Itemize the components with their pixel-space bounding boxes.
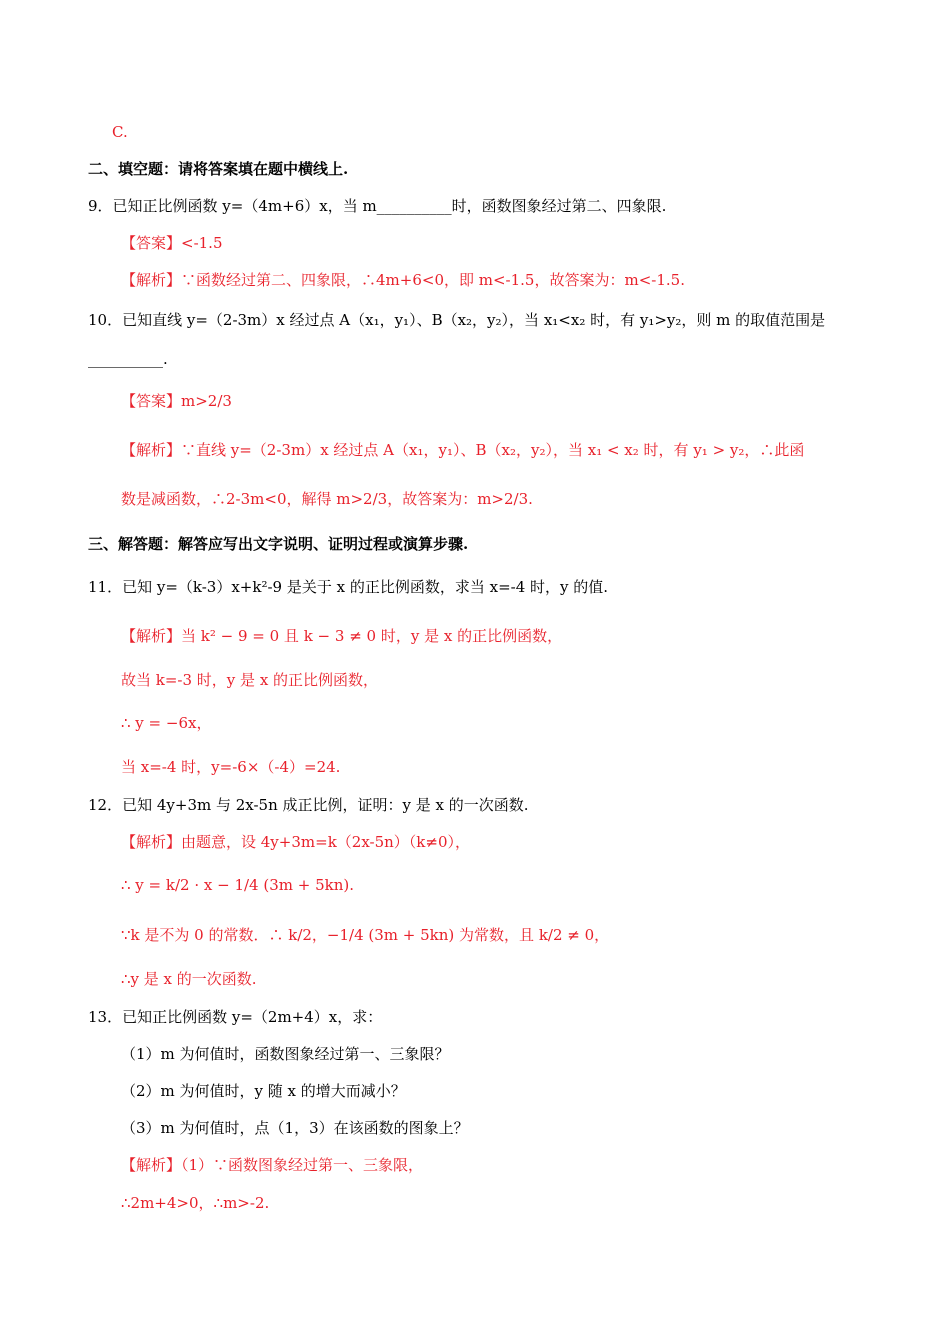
analysis-12-line2: ∴ y = k/2 · x − 1/4 (3m + 5kn).: [121, 876, 354, 894]
analysis-10-line2: 数是减函数，∴2-3m<0，解得 m>2/3，故答案为：m>2/3.: [121, 490, 533, 508]
question-13: 13．已知正比例函数 y=（2m+4）x，求：: [88, 1008, 383, 1026]
question-13-part2: （2）m 为何值时，y 随 x 的增大而减小？: [121, 1082, 406, 1100]
question-9: 9．已知正比例函数 y=（4m+6）x，当 m__________时，函数图象经过第二、四象限.: [88, 197, 667, 215]
analysis-12-line1: 【解析】由题意，设 4y+3m=k（2x-5n）（k≠0），: [121, 833, 470, 851]
analysis-11-line1: 【解析】当 k² − 9 = 0 且 k − 3 ≠ 0 时，y 是 x 的正比例函数，: [121, 627, 563, 645]
analysis-10-line1: 【解析】∵直线 y=（2-3m）x 经过点 A（x₁，y₁）、B（x₂，y₂），当 x₁ < x₂ 时，有 y₁ > y₂，∴此函: [121, 441, 805, 459]
question-13-part3: （3）m 为何值时，点（1，3）在该函数的图象上？: [121, 1119, 469, 1137]
line-c: C.: [112, 123, 128, 141]
section-heading-fill-in: 二、填空题：请将答案填在题中横线上.: [88, 160, 349, 178]
analysis-13-line1: 【解析】（1）∵函数图象经过第一、三象限，: [121, 1156, 424, 1174]
question-10-blank: __________.: [88, 350, 168, 368]
analysis-13-line2: ∴2m+4>0，∴m>-2.: [121, 1194, 270, 1212]
analysis-11-line4: 当 x=-4 时，y=-6×（-4）=24.: [121, 758, 341, 776]
analysis-12-line3: ∵k 是不为 0 的常数．∴ k/2，−1/4 (3m + 5kn) 为常数，且 k/2 ≠ 0，: [121, 926, 610, 944]
analysis-12-line4: ∴y 是 x 的一次函数.: [121, 970, 257, 988]
section-heading-solve: 三、解答题：解答应写出文字说明、证明过程或演算步骤.: [88, 535, 469, 553]
answer-10: 【答案】m>2/3: [121, 392, 232, 410]
analysis-11-line2: 故当 k=-3 时，y 是 x 的正比例函数，: [121, 671, 379, 689]
analysis-9: 【解析】∵函数经过第二、四象限，∴4m+6<0，即 m<-1.5，故答案为：m<-1.5.: [121, 271, 685, 289]
question-12: 12．已知 4y+3m 与 2x-5n 成正比例，证明：y 是 x 的一次函数.: [88, 796, 529, 814]
question-10: 10．已知直线 y=（2-3m）x 经过点 A（x₁，y₁）、B（x₂，y₂），当 x₁<x₂ 时，有 y₁>y₂，则 m 的取值范围是: [88, 311, 826, 329]
question-11: 11．已知 y=（k-3）x+k²-9 是关于 x 的正比例函数，求当 x=-4 时，y 的值.: [88, 578, 609, 596]
answer-9: 【答案】<-1.5: [121, 234, 223, 252]
analysis-11-line3: ∴ y = −6x，: [121, 714, 212, 732]
question-13-part1: （1）m 为何值时，函数图象经过第一、三象限？: [121, 1045, 450, 1063]
